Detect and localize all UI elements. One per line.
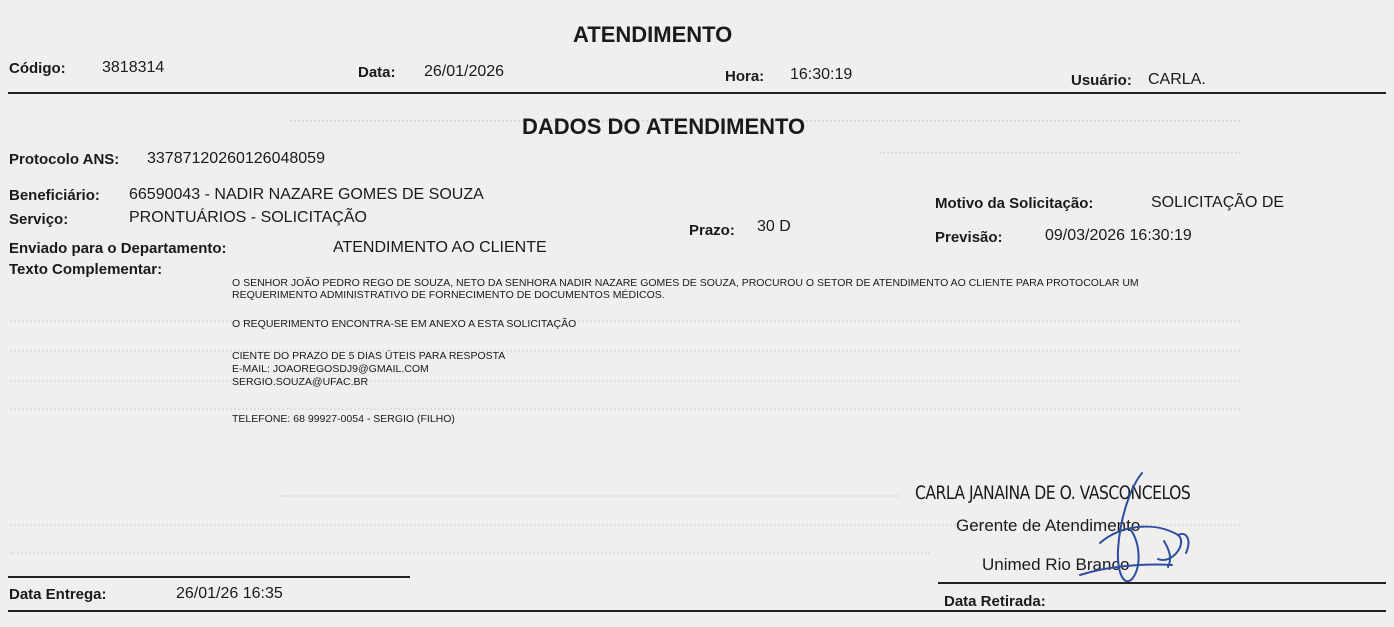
prazo-label: Prazo: (689, 222, 735, 239)
previsao-label: Previsão: (935, 229, 1003, 246)
departamento-label: Enviado para o Departamento: (9, 240, 227, 257)
protocolo-value: 33787120260126048059 (147, 150, 325, 167)
texto-p1-line1: O SENHOR JOÃO PEDRO REGO DE SOUZA, NETO DA SENHORA NADIR NAZARE GOMES DE SOUZA, PROCUROU O SETOR DE ATENDIMENTO AO CLIENTE PARA PROTOCOLAR UM (232, 277, 1139, 289)
show-through-line (10, 320, 1240, 332)
texto-p4: TELEFONE: 68 99927-0054 - SERGIO (FILHO) (232, 413, 455, 425)
stamp-role: Gerente de Atendimento (956, 516, 1141, 535)
show-through-line (10, 408, 1240, 420)
codigo-value: 3818314 (102, 59, 165, 76)
stamp-name: CARLA JANAINA DE O. VASCONCELOS (915, 482, 1191, 504)
codigo-label: Código: (9, 60, 66, 77)
entrega-signature-line (8, 576, 410, 578)
texto-p2: O REQUERIMENTO ENCONTRA-SE EM ANEXO A ESTA SOLICITAÇÃO (232, 318, 577, 330)
data-retirada-label: Data Retirada: (944, 593, 1046, 610)
usuario-label: Usuário: (1071, 72, 1132, 89)
header-divider (8, 92, 1386, 94)
prazo-value: 30 D (757, 218, 791, 235)
hora-label: Hora: (725, 68, 765, 85)
texto-complementar-label: Texto Complementar: (9, 261, 163, 278)
protocolo-label: Protocolo ANS: (9, 151, 120, 168)
texto-p3-line1: CIENTE DO PRAZO DE 5 DIAS ÚTEIS PARA RESPOSTA (232, 350, 506, 362)
data-label: Data: (358, 64, 396, 81)
motivo-value: SOLICITAÇÃO DE (1151, 194, 1285, 211)
data-value: 26/01/2026 (424, 63, 505, 80)
beneficiario-label: Beneficiário: (9, 187, 100, 204)
stamp-org: Unimed Rio Branco (982, 555, 1130, 574)
texto-p1-line2: REQUERIMENTO ADMINISTRATIVO DE FORNECIMENTO DE DOCUMENTOS MÉDICOS. (232, 289, 665, 301)
texto-p3-line2: E-MAIL: JOAOREGOSDJ9@GMAIL.COM (232, 363, 429, 375)
departamento-value: ATENDIMENTO AO CLIENTE (333, 239, 547, 256)
show-through-line (10, 552, 930, 564)
footer-divider (8, 610, 1386, 612)
motivo-label: Motivo da Solicitação: (935, 195, 1094, 212)
beneficiario-value: 66590043 - NADIR NAZARE GOMES DE SOUZA (129, 186, 484, 203)
document-title: ATENDIMENTO (573, 22, 733, 47)
data-entrega-label: Data Entrega: (9, 586, 107, 603)
show-through-line (280, 495, 900, 507)
show-through-line (880, 152, 1240, 164)
servico-label: Serviço: (9, 211, 69, 228)
section-title: DADOS DO ATENDIMENTO (522, 114, 806, 139)
retirada-signature-line (938, 582, 1386, 584)
show-through-line (10, 350, 1240, 362)
servico-value: PRONTUÁRIOS - SOLICITAÇÃO (129, 209, 367, 226)
show-through-line (10, 380, 1240, 392)
usuario-value: CARLA. (1148, 71, 1206, 88)
previsao-value: 09/03/2026 16:30:19 (1045, 227, 1192, 244)
texto-p3-line3: SERGIO.SOUZA@UFAC.BR (232, 376, 369, 388)
data-entrega-value: 26/01/26 16:35 (176, 585, 283, 602)
hora-value: 16:30:19 (790, 66, 853, 83)
